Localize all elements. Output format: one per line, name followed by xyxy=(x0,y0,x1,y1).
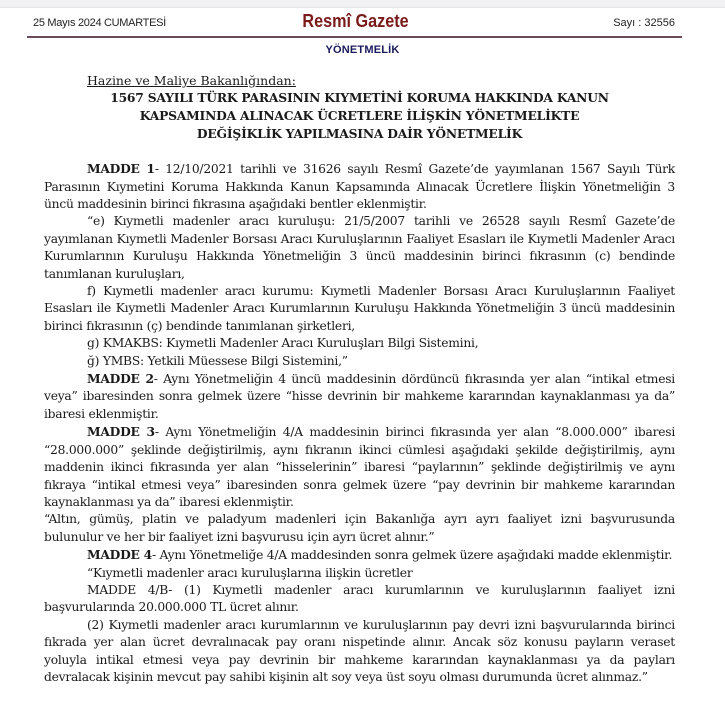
clause-text: f) Kıymetli madenler aracı kurumu: Kıymetli Madenler Borsası Aracı Kuruluşlarının Faaliyet Esasları ile Kıymetli Madenler Aracı Kurumlarının Kuruluşu Hakkında Yönetmeliğin 3 üncü maddesinin birinci fıkrasının (ç) bendinde tanımlanan şirketleri, xyxy=(44,284,675,333)
article-text: - Aynı Yönetmeliğe 4/A maddesinden sonra gelmek üzere aşağıdaki madde eklenmiştir. xyxy=(151,548,673,563)
regulation-title-line: 1567 SAYILI TÜRK PARASININ KIYMETİNİ KORUMA HAKKINDA KANUN xyxy=(110,90,609,106)
article-2 xyxy=(44,370,675,423)
section-title: YÖNETMELİK xyxy=(325,44,400,56)
article-4b-para-1 xyxy=(44,582,675,617)
clause-e xyxy=(44,213,675,283)
amended-sentence xyxy=(44,511,675,546)
article-4 xyxy=(44,546,675,564)
clause-f xyxy=(44,283,675,335)
clause-text: ğ) YMBS: Yetkili Müessese Bilgi Sistemini,” xyxy=(87,353,348,368)
document-body xyxy=(44,72,675,686)
issue-date: 25 Mayıs 2024 CUMARTESİ xyxy=(33,17,166,29)
article-text: - 12/10/2021 tarihli ve 31626 sayılı Resmî Gazete’de yayımlanan 1567 Sayılı Türk Parasının Kıymetini Koruma Hakkında Kanun Kapsamında Alınacak Ücretlere İlişkin Yönetmeliğin 3 üncü maddesinin birinci fıkrasına aşağıdaki bentler eklenmiştir. xyxy=(44,162,675,211)
article-lead: MADDE 3 xyxy=(87,424,155,440)
gazette-header xyxy=(28,11,683,35)
regulation-title-line: KAPSAMINDA ALINACAK ÜCRETLERE İLİŞKİN YÖNETMELİKTE xyxy=(139,108,580,123)
header-divider xyxy=(27,36,682,38)
issue-number: Sayı : 32556 xyxy=(613,17,675,29)
regulation-title-line: DEĞİŞİKLİK YAPILMASINA DAİR YÖNETMELİK xyxy=(196,125,523,141)
article-text: - Aynı Yönetmeliğin 4 üncü maddesinin dördüncü fıkrasında yer alan “intikal etmesi veya” ibaresinden sonra gelmek üzere “hisse devrinin bir mahkeme kararından kaynaklanması ya da” ibaresi eklenmiştir. xyxy=(44,372,675,421)
clause-text: g) KMAKBS: Kıymetli Madenler Aracı Kuruluşları Bilgi Sistemini, xyxy=(87,336,479,351)
new-article-heading xyxy=(44,565,675,582)
article-4b-para-2 xyxy=(44,617,675,687)
browser-top-strip xyxy=(0,0,725,8)
article-text: - Aynı Yönetmeliğin 4/A maddesinin birinci fıkrasında yer alan “8.000.000” ibaresi “28.000.000” şeklinde değiştirilmiş, aynı fıkranın ikinci cümlesi aşağıdaki şekilde değiştirilmiş, aynı maddenin ikinci fıkrasında yer alan “hisselerinin” ibaresi “paylarının” şeklinde değiştirilmiş ve aynı fıkraya “intikal etmesi veya” ibaresinden sonra gelmek üzere “pay devrinin bir mahkeme kararından kaynaklanması ya da” ibaresi eklenmiştir. xyxy=(44,425,676,509)
para-text: (2) Kıymetli madenler aracı kurumlarının ve kuruluşlarının pay devri izni başvurularında birinci fıkrada yer alan ücret devralınacak pay oranı nispetinde alınır. Ancak söz konusu payların veraset yoluyla intikal etmesi veya pay devrinin bir mahkeme kararından kaynaklanması ya da payları devralacak kişinin mevcut pay sahibi kişinin alt soy veya üst soyu olması durumunda ücret alınmaz.” xyxy=(44,617,675,684)
clause-g xyxy=(44,335,675,352)
gazette-title: Resmî Gazete xyxy=(302,11,409,31)
clause-gh xyxy=(44,353,675,370)
article-lead: MADDE 2 xyxy=(87,371,154,387)
article-1 xyxy=(44,160,675,213)
regulation-title xyxy=(44,89,675,142)
quote-text: “Altın, gümüş, platin ve paladyum madenleri için Bakanlığa ayrı ayrı faaliyet izni başvurusunda bulunulur ve her bir faaliyet izni başvurusu için ayrı ücret alınır.” xyxy=(44,512,675,544)
article-3 xyxy=(44,423,675,511)
article-lead: MADDE 4 xyxy=(87,547,152,563)
article-lead: MADDE 1 xyxy=(87,161,155,177)
para-text: MADDE 4/B- (1) Kıymetli madenler aracı kurumlarının ve kuruluşlarının faaliyet izni başvurularında 20.000.000 TL ücret alınır. xyxy=(44,582,675,615)
heading-text: “Kıymetli madenler aracı kuruluşlarına ilişkin ücretler xyxy=(87,565,413,580)
issuing-ministry: Hazine ve Maliye Bakanlığından: xyxy=(87,73,296,88)
clause-text: “e) Kıymetli madenler aracı kuruluşu: 21/5/2007 tarihli ve 26528 sayılı Resmî Gazete’de yayımlanan Kıymetli Madenler Borsası Aracı Kuruluşlarının Faaliyet Esasları ile Kıymetli Madenler Aracı Kurumlarının Kuruluşu Hakkında Yönetmeliğin 3 üncü maddesinin birinci fıkrasının (c) bendinde tanımlanan kuruluşları, xyxy=(44,214,675,281)
